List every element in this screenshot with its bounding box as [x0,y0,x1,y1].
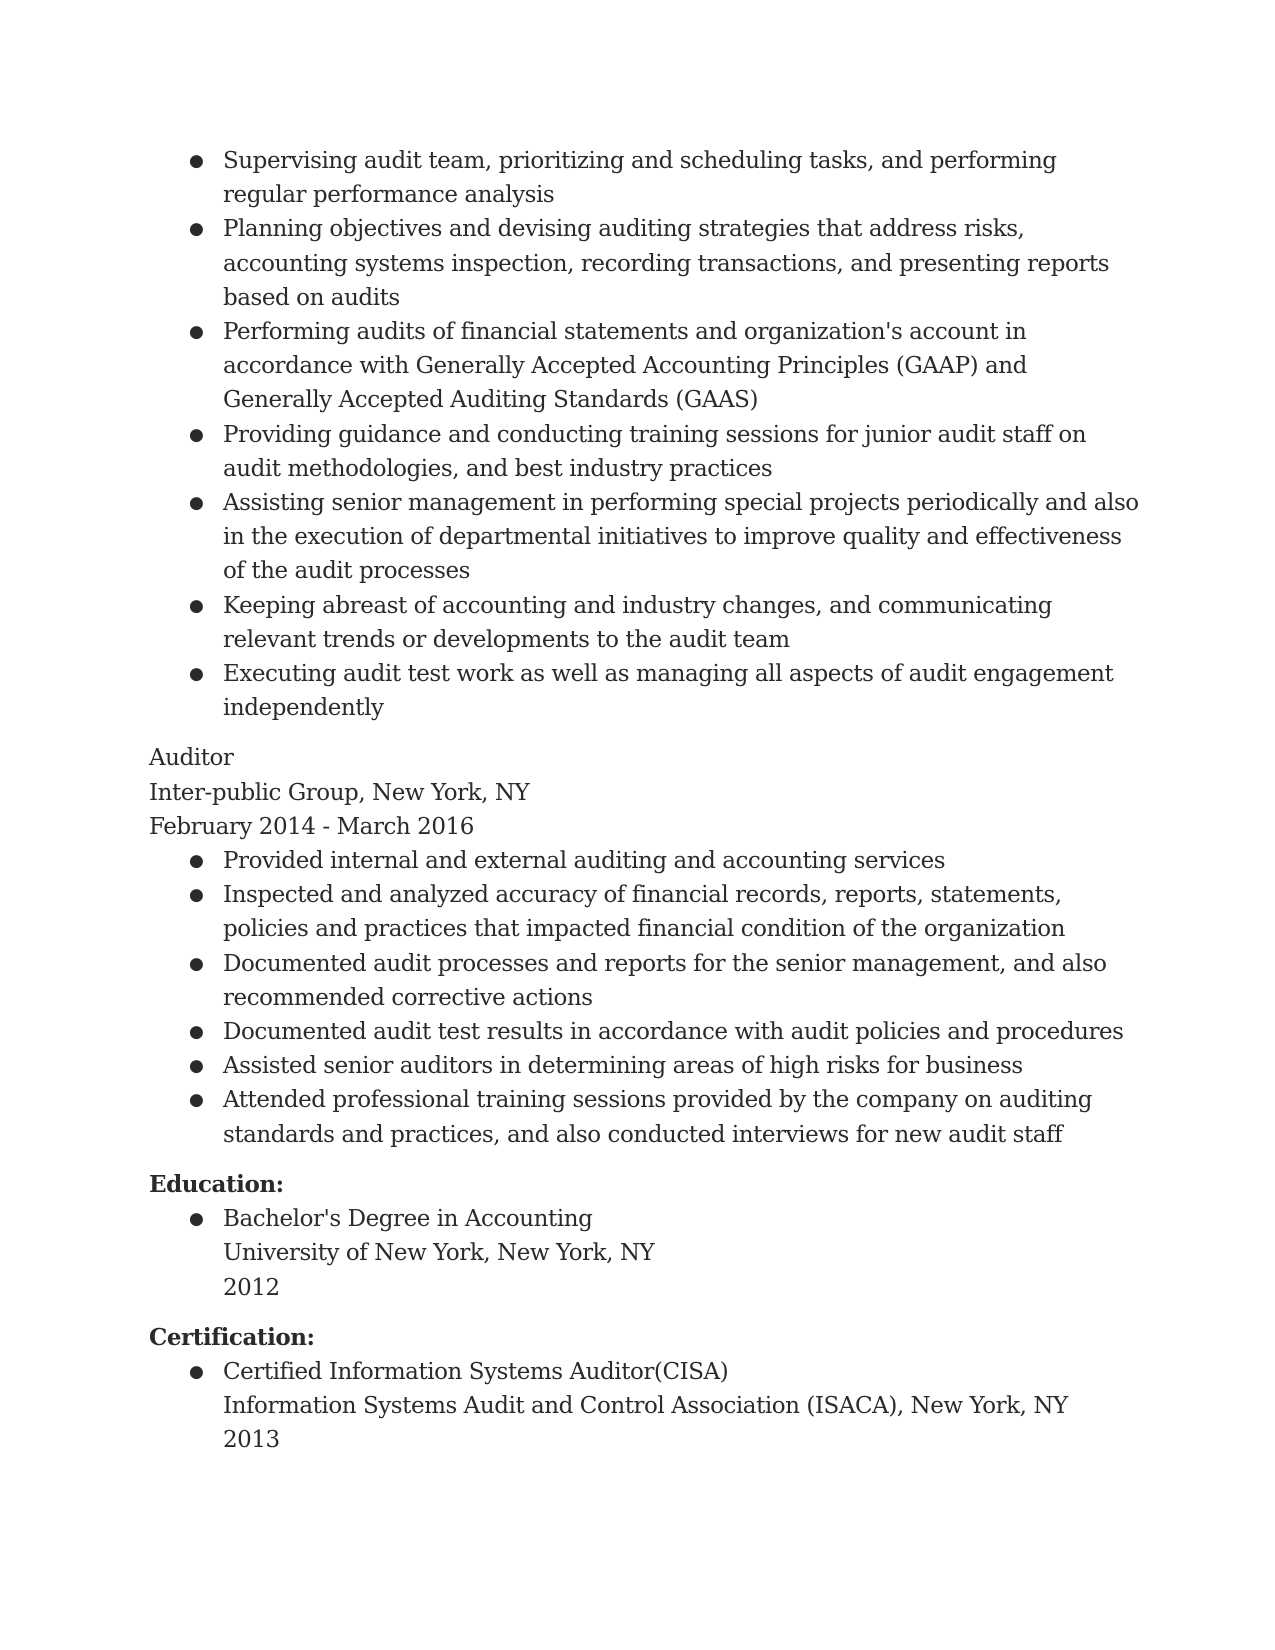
list-item [149,1015,1139,1049]
list-item [149,844,1139,878]
list-item [149,589,1139,657]
bullet-icon: ● [189,322,204,343]
bullet-icon: ● [189,1090,204,1111]
list-item-text: Inspected and analyzed accuracy of financial records, reports, statements, policies and practices that impacted financial condition of the organization [223,882,1066,943]
resume-page [149,144,1139,1458]
bullet-icon: ● [189,885,204,906]
job-company: Inter-public Group, New York, NY [149,779,530,806]
bullet-icon: ● [189,1361,204,1382]
bullet-icon: ● [189,1209,204,1230]
job-dates: February 2014 - March 2016 [149,813,474,840]
list-item [149,1049,1139,1083]
list-item-text: Providing guidance and conducting training sessions for junior audit staff on audit methodologies, and best industry practices [223,421,1087,482]
job-entry-auditor [149,741,1139,1151]
list-item-text: Planning objectives and devising auditing strategies that address risks, accounting systems inspection, recording transactions, and presenting reports based on audits [223,216,1110,311]
list-item-text: Documented audit test results in accordance with audit policies and procedures [223,1019,1124,1046]
job-title: Auditor [149,745,234,772]
list-item-text: Supervising audit team, prioritizing and scheduling tasks, and performing regular performance analysis [223,148,1057,209]
certification-issuer: Information Systems Audit and Control Association (ISACA), New York, NY [223,1393,1068,1420]
list-item [149,144,1139,212]
list-item-text: Assisting senior management in performing special projects periodically and also in the execution of departmental initiatives to improve quality and effectiveness of the audit processes [223,490,1139,585]
list-item [149,486,1139,589]
bullet-icon: ● [189,1056,204,1077]
list-item-text: Keeping abreast of accounting and industry changes, and communicating relevant trends or developments to the audit team [223,592,1053,653]
list-item [149,315,1139,418]
list-item-text: Performing audits of financial statements and organization's account in accordance with Generally Accepted Accounting Principles (GAAP) and Generally Accepted Auditing Standards (GAAS) [223,319,1027,414]
bullet-icon: ● [189,851,204,872]
degree-name: Bachelor's Degree in Accounting [223,1206,593,1233]
graduation-year: 2012 [223,1274,280,1301]
bullet-icon: ● [189,151,204,171]
spacer [149,725,1139,741]
bullet-icon: ● [189,424,204,445]
certification-year: 2013 [223,1427,280,1454]
certification-section [149,1321,1139,1458]
list-item-text: Assisted senior auditors in determining areas of high risks for business [223,1053,1023,1080]
bullet-icon: ● [189,1022,204,1043]
list-item [149,657,1139,725]
school-name: University of New York, New York, NY [223,1240,655,1267]
bullet-icon: ● [189,953,204,974]
certification-name: Certified Information Systems Auditor(CISA) [223,1358,729,1385]
education-list [149,1202,1139,1305]
list-item [149,1202,1139,1305]
list-item [149,212,1139,315]
list-item-text: Documented audit processes and reports for the senior management, and also recommended corrective actions [223,950,1107,1011]
certification-list [149,1355,1139,1458]
list-item [149,418,1139,486]
list-item-text: Executing audit test work as well as managing all aspects of audit engagement independently [223,661,1114,722]
section-heading: Certification: [149,1323,315,1351]
bullet-icon: ● [189,664,204,685]
bullet-icon: ● [189,493,204,514]
section-heading: Education: [149,1170,284,1198]
spacer [149,1305,1139,1321]
list-item-text: Provided internal and external auditing and accounting services [223,848,946,875]
list-item [149,947,1139,1015]
list-item [149,1083,1139,1151]
bullet-icon: ● [189,219,204,240]
list-item [149,878,1139,946]
education-section [149,1168,1139,1305]
list-item [149,1355,1139,1458]
list-item-text: Attended professional training sessions provided by the company on auditing standards and practices, and also conducted interviews for new audit staff [223,1087,1092,1148]
responsibilities-list [149,144,1139,725]
spacer [149,1152,1139,1168]
bullet-icon: ● [189,595,204,616]
job-duties-list [149,844,1139,1152]
